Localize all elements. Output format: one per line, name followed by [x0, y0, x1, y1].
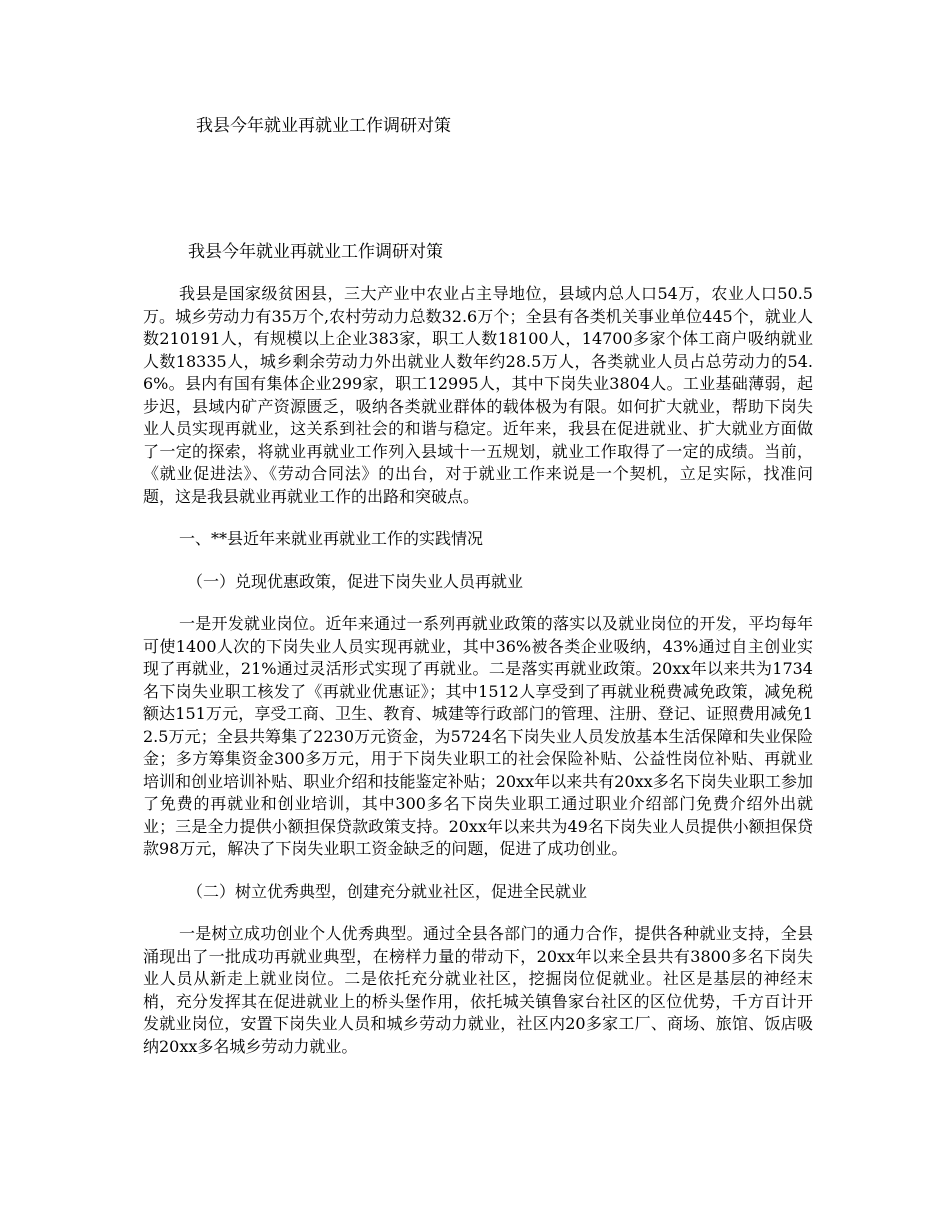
- subsection-1-heading: （一）兑现优惠政策，促进下岗失业人员再就业: [187, 571, 524, 591]
- header-title: 我县今年就业再就业工作调研对策: [196, 116, 451, 136]
- document-title: 我县今年就业再就业工作调研对策: [188, 242, 443, 262]
- intro-paragraph: 我县是国家级贫困县，三大产业中农业占主导地位，县域内总人口54万，农业人口50.5万。城乡劳动力有35万个,农村劳动力总数32.6万个；全县有各类机关事业单位445个，就业人数210191人，有规模以上企业383家，职工人数18100人，14700多家个体工商户吸纳就业人数18335人，城乡剩余劳动力外出就业人数年约28.5万人，各类就业人员占总劳动力的54.6%。县内有国有集体企业299家，职工12995人，其中下岗失业3804人。工业基础薄弱，起步迟，县域内矿产资源匮乏，吸纳各类就业群体的载体极为有限。如何扩大就业，帮助下岗失业人员实现再就业，这关系到社会的和谐与稳定。近年来，我县在促进就业、扩大就业方面做了一定的探索，将就业再就业工作列入县域十一五规划，就业工作取得了一定的成绩。当前，《就业促进法》、《劳动合同法》的出台，对于就业工作来说是一个契机，立足实际，找准问题，这是我县就业再就业工作的出路和突破点。: [143, 284, 813, 506]
- document-body: [143, 240, 813, 1078]
- subsection-1-paragraph: 一是开发就业岗位。近年来通过一系列再就业政策的落实以及就业岗位的开发，平均每年可使1400人次的下岗失业人员实现再就业，其中36%被各类企业吸纳，43%通过自主创业实现了再就业，21%通过灵活形式实现了再就业。二是落实再就业政策。20xx年以来共为1734名下岗失业职工核发了《再就业优惠证》；其中1512人享受到了再就业税费减免政策，减免税额达151万元，享受工商、卫生、教育、城建等行政部门的管理、注册、登记、证照费用减免12.5万元；全县共筹集了2230万元资金，为5724名下岗失业人员发放基本生活保障和失业保险金；多方筹集资金300多万元，用于下岗失业职工的社会保险补贴、公益性岗位补贴、再就业培训和创业培训补贴、职业介绍和技能鉴定补贴；20xx年以来共有20xx多名下岗失业职工参加了免费的再就业和创业培训，其中300多名下岗失业职工通过职业介绍部门免费介绍外出就业；三是全力提供小额担保贷款政策支持。20xx年以来共为49名下岗失业人员提供小额担保贷款98万元，解决了下岗失业职工资金缺乏的问题，促进了成功创业。: [143, 614, 813, 858]
- section-1-heading: 一、**县近年来就业再就业工作的实践情况: [179, 529, 484, 548]
- subsection-2-heading: （二）树立优秀典型，创建充分就业社区，促进全民就业: [187, 881, 588, 901]
- subsection-2-paragraph: 一是树立成功创业个人优秀典型。通过全县各部门的通力合作，提供各种就业支持，全县涌现出了一批成功再就业典型，在榜样力量的带动下，20xx年以来全县共有3800多名下岗失业人员从新走上就业岗位。二是依托充分就业社区，挖掘岗位促就业。社区是基层的神经末梢，充分发挥其在促进就业上的桥头堡作用，依托城关镇鲁家台社区的区位优势，千方百计开发就业岗位，安置下岗失业人员和城乡劳动力就业，社区内20多家工厂、商场、旅馆、饭店吸纳20xx多名城乡劳动力就业。: [143, 924, 813, 1056]
